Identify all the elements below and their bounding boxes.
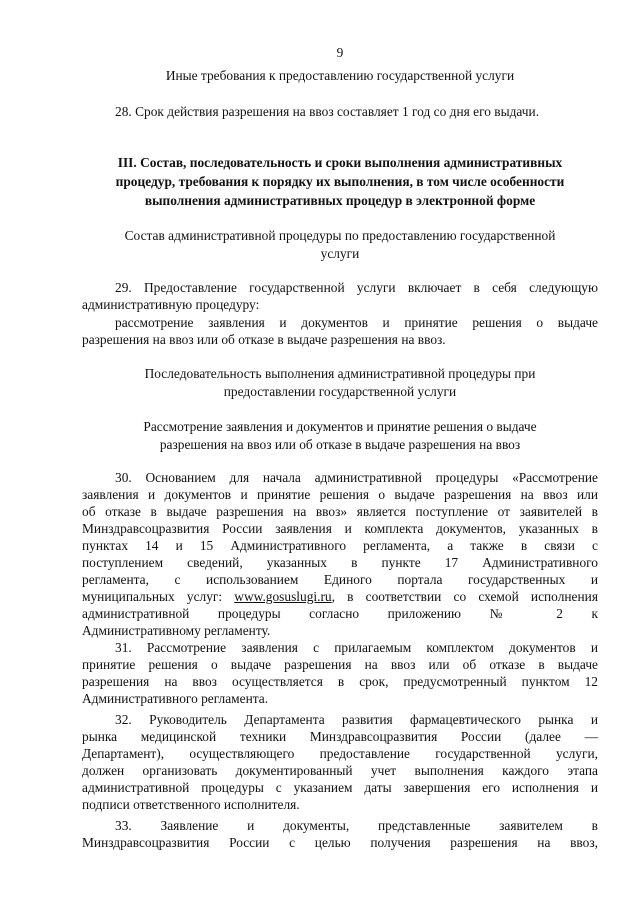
section-3-title-line-3: выполнения административных процедур в электронной форме xyxy=(144,193,536,208)
paragraph-32-line-2: рынка медицинской техники Минздравсоцразвития России (далее — xyxy=(82,729,598,744)
paragraph-30-line-3: об отказе в выдаче разрешения на ввоз» является поступление от заявителей в xyxy=(82,504,598,519)
paragraph-31-line-4: Административного регламента. xyxy=(82,691,269,706)
section-heading-other-requirements: Иные требования к предоставлению государственной услуги xyxy=(165,68,515,83)
paragraph-31-line-3: разрешения на ввоз осуществляется в срок, предусмотренный пунктом 12 xyxy=(82,674,598,689)
paragraph-31-line-1: 31. Рассмотрение заявления с прилагаемым комплектом документов и xyxy=(115,640,598,655)
paragraph-32-line-5: административной процедуры с указанием даты завершения его исполнения и xyxy=(82,780,598,795)
review-heading-line-1: Рассмотрение заявления и документов и принятие решения о выдаче xyxy=(143,419,537,434)
section-3-title-line-1: III. Состав, последовательность и сроки выполнения административных xyxy=(117,155,563,170)
sequence-heading-line-2: предоставлении государственной услуги xyxy=(223,384,457,399)
paragraph-33-line-2: Минздравсоцразвития России с целью получения разрешения на ввоз, xyxy=(82,835,598,850)
review-heading-line-2: разрешения на ввоз или об отказе в выдаче разрешения на ввоз xyxy=(159,437,521,452)
paragraph-32-line-1: 32. Руководитель Департамента развития фармацевтического рынка и xyxy=(115,712,598,727)
paragraph-29-line-4: разрешения на ввоз или об отказе в выдаче разрешения на ввоз. xyxy=(82,332,446,347)
paragraph-31-line-2: принятие решения о выдаче разрешения на ввоз или об отказе в выдаче xyxy=(82,657,598,672)
paragraph-29-line-1: 29. Предоставление государственной услуги включает в себя следующую xyxy=(115,280,598,295)
paragraph-29-line-2: административную процедуру: xyxy=(82,297,260,312)
paragraph-32-line-4: должен организовать документированный учет выполнения каждого этапа xyxy=(82,763,598,778)
paragraph-29-line-3: рассмотрение заявления и документов и принятие решения о выдаче xyxy=(115,315,598,330)
paragraph-30-line-4: Минздравсоцразвития России заявления и комплекта документов, указанных в xyxy=(82,521,598,536)
paragraph-30-line-8 xyxy=(82,589,598,605)
composition-heading-line-2: услуги xyxy=(320,246,360,261)
paragraph-30-line-5: пунктах 14 и 15 Административного регламента, а также в связи с xyxy=(82,538,598,553)
paragraph-30-line-1: 30. Основанием для начала административной процедуры «Рассмотрение xyxy=(115,470,598,485)
composition-heading-line-1: Состав административной процедуры по предоставлению государственной xyxy=(124,228,556,243)
sequence-heading-line-1: Последовательность выполнения административной процедуры при xyxy=(144,366,536,381)
paragraph-30-line-2: заявления и документов и принятие решения о выдаче разрешения на ввоз или xyxy=(82,487,598,502)
paragraph-32-line-6: подписи ответственного исполнителя. xyxy=(82,797,300,812)
paragraph-28: 28. Срок действия разрешения на ввоз составляет 1 год со дня его выдачи. xyxy=(115,104,540,119)
paragraph-30-line-7: регламента, с использованием Единого портала государственных и xyxy=(82,572,598,587)
paragraph-30-line-8-prefix: муниципальных услуг: xyxy=(82,589,235,604)
section-3-title-line-2: процедур, требования к порядку их выполнения, в том числе особенности xyxy=(115,174,565,189)
paragraph-32-line-3: Департамент), осуществляющего предоставление государственной услуги, xyxy=(82,746,598,761)
paragraph-30-line-9: административной процедуры согласно приложению № 2 к xyxy=(82,606,598,621)
paragraph-30-line-6: поступлением сведений, указанных в пункте 17 Административного xyxy=(82,555,598,570)
gosuslugi-link[interactable]: www.gosuslugi.ru xyxy=(234,589,332,604)
paragraph-33-line-1: 33. Заявление и документы, представленные заявителем в xyxy=(115,818,598,833)
paragraph-30-line-10: Административному регламенту. xyxy=(82,623,271,638)
page-number: 9 xyxy=(336,45,344,60)
paragraph-30-line-8-suffix: , в соответствии со схемой исполнения xyxy=(331,589,598,604)
